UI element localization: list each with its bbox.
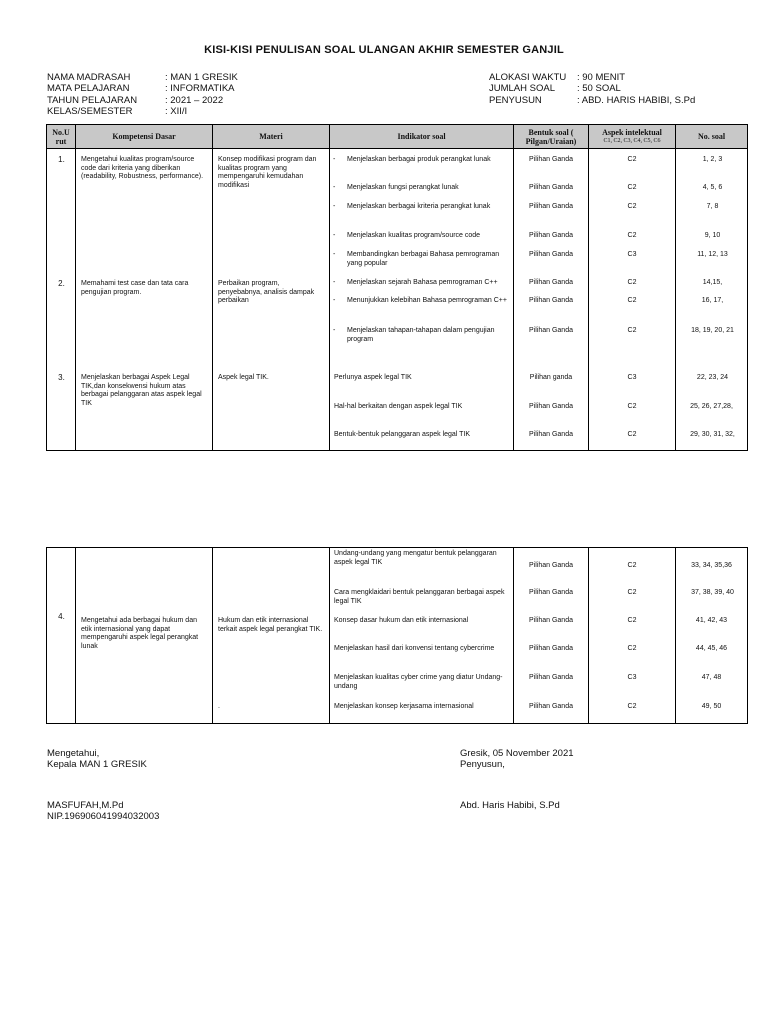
table-row — [47, 149, 748, 451]
aspek-text: C3 — [627, 674, 637, 681]
indikator-text: - Menjelaskan kualitas program/source code — [330, 232, 513, 241]
meta-value: : 50 SOAL — [577, 83, 621, 95]
nosoal-text: 37, 38, 39, 40 — [691, 589, 734, 596]
bentuk-text: Pilihan Ganda — [529, 156, 573, 163]
nosoal-text: 7, 8 — [706, 203, 719, 210]
aspek-text: C3 — [627, 374, 637, 381]
aspek-text: C2 — [627, 156, 637, 163]
nosoal-text: 18, 19, 20, 21 — [691, 327, 734, 334]
meta-value: : 2021 – 2022 — [165, 94, 224, 106]
kisi-kisi-table-continued — [46, 547, 748, 724]
indikator-text: Menjelaskan hasil dari konvensi tentang cybercrime — [334, 645, 495, 652]
meta-key: NAMA MADRASAH — [47, 72, 131, 83]
meta-key: KELAS/SEMESTER — [47, 105, 133, 117]
nosoal-text: 11, 12, 13 — [697, 251, 728, 258]
nosoal-text: 9, 10 — [704, 232, 721, 239]
row-number: 4. — [58, 612, 65, 621]
kompetensi-text: Mengetahui ada berbagai hukum dan etik internasional yang dapat mempengaruhi aspek legal perangkat lunak — [81, 617, 199, 650]
header-nosoal: No. soal — [676, 125, 748, 149]
aspek-text: C2 — [627, 645, 637, 652]
signature-left-line1: Mengetahui, — [47, 748, 100, 759]
bentuk-text: Pilihan Ganda — [529, 589, 573, 596]
indikator-text: Hal-hal berkaitan dengan aspek legal TIK — [334, 403, 463, 410]
nosoal-text: 49, 50 — [701, 703, 722, 710]
nosoal-text: 4, 5, 6 — [702, 184, 723, 191]
meta-value: : MAN 1 GRESIK — [165, 72, 238, 83]
bentuk-text: Pilihan Ganda — [529, 327, 573, 334]
indikator-text: - Membandingkan berbagai Bahasa pemrograman yang popular — [330, 251, 513, 268]
bentuk-text: Pilihan Ganda — [529, 251, 573, 258]
bentuk-text: Pilihan Ganda — [529, 232, 573, 239]
aspek-text: C3 — [627, 251, 637, 258]
bentuk-cell — [514, 548, 589, 724]
indikator-text: Menjelaskan konsep kerjasama internasional — [334, 703, 474, 710]
signature-left — [47, 748, 159, 822]
aspek-text: C2 — [627, 403, 637, 410]
header-bentuk: Bentuk soal ( Pilgan/Uraian) — [514, 125, 589, 149]
meta-value: : XII/I — [165, 105, 188, 117]
bentuk-text: Pilihan Ganda — [529, 403, 573, 410]
indikator-text: Menjelaskan kualitas cyber crime yang diatur Undang-undang — [334, 674, 503, 690]
aspek-text: C2 — [627, 703, 637, 710]
meta-value: : INFORMATIKA — [165, 83, 235, 95]
materi-cell — [213, 149, 330, 451]
nosoal-cell — [676, 149, 748, 451]
header-materi: Materi — [213, 125, 330, 149]
row-numbers — [47, 548, 76, 724]
kompetensi-cell — [76, 548, 213, 724]
nosoal-text: 1, 2, 3 — [702, 156, 723, 163]
indikator-cell — [330, 548, 514, 724]
materi-text: Perbaikan program, penyebabnya, analisis dampak perbaikan — [218, 280, 315, 305]
meta-key: PENYUSUN — [489, 94, 542, 106]
kompetensi-text: Menjelaskan berbagai Aspek Legal TIK,dan konsekwensi hukum atas berbagai pelanggaran atas aspek legal TIK — [81, 374, 202, 407]
nosoal-text: 29, 30, 31, 32, — [690, 431, 735, 438]
indikator-text: - Menjelaskan berbagai produk perangkat lunak — [330, 156, 513, 165]
indikator-text: - Menjelaskan sejarah Bahasa pemrograman C++ — [330, 279, 513, 288]
signature-right — [460, 748, 574, 811]
meta-key: JUMLAH SOAL — [489, 83, 555, 95]
table-row — [47, 548, 748, 724]
aspek-text: C2 — [627, 279, 637, 286]
row-numbers — [47, 149, 76, 451]
aspek-text: C2 — [627, 562, 637, 569]
header-indikator: Indikator soal — [330, 125, 514, 149]
nosoal-cell — [676, 548, 748, 724]
materi-text: Hukum dan etik internasional terkait aspek legal perangkat TIK. — [218, 617, 323, 633]
nosoal-text: 16, 17, — [701, 297, 724, 304]
row-number: 3. — [58, 373, 65, 382]
indikator-text: - Menjelaskan tahapan-tahapan dalam pengujian program — [330, 327, 513, 344]
nosoal-text: 41, 42, 43 — [695, 617, 728, 624]
bentuk-text: Pilihan Ganda — [529, 617, 573, 624]
bentuk-text: Pilihan Ganda — [529, 279, 573, 286]
indikator-text: Konsep dasar hukum dan etik internasional — [334, 617, 469, 624]
nosoal-text: 44, 45, 46 — [695, 645, 728, 652]
aspek-text: C2 — [627, 327, 637, 334]
aspek-cell — [589, 149, 676, 451]
signature-right-line2: Penyusun, — [460, 759, 505, 771]
signature-left-name: MASFUFAH,M.Pd — [47, 799, 124, 811]
signature-right-line1: Gresik, 05 November 2021 — [460, 748, 574, 759]
nosoal-text: 25, 26, 27,28, — [690, 403, 733, 410]
header-kompetensi: Kompetensi Dasar — [76, 125, 213, 149]
indikator-text: - Menunjukkan kelebihan Bahasa pemrograman C++ — [330, 297, 513, 306]
indikator-cell — [330, 149, 514, 451]
indikator-text: - Menjelaskan fungsi perangkat lunak — [330, 184, 513, 193]
indikator-text: - Menjelaskan berbagai kriteria perangkat lunak — [330, 203, 513, 212]
document-title: KISI-KISI PENULISAN SOAL ULANGAN AKHIR SEMESTER GANJIL — [204, 44, 564, 56]
signature-right-name: Abd. Haris Habibi, S.Pd — [460, 799, 560, 811]
bentuk-text: Pilihan Ganda — [529, 674, 573, 681]
bentuk-text: Pilihan Ganda — [529, 645, 573, 652]
materi-text: Konsep modifikasi program dan kualitas program yang mempengaruhi kemudahan modifikasi — [218, 156, 317, 189]
signature-left-nip: NIP.196906041994032003 — [47, 810, 160, 822]
nosoal-text: 33, 34, 35,36 — [691, 562, 732, 569]
aspek-text: C2 — [627, 431, 637, 438]
header-aspek-sub: C1, C2, C3, C4, C5, C6 — [603, 137, 661, 144]
aspek-text: C2 — [627, 589, 637, 596]
kompetensi-text: Mengetahui kualitas program/source code dari kriteria yang diberikan (readability, Robustness, performance). — [81, 156, 204, 181]
header-aspek — [589, 125, 676, 149]
row-number: 2. — [58, 279, 65, 288]
meta-key: MATA PELAJARAN — [47, 83, 130, 95]
aspek-text: C2 — [627, 203, 637, 210]
aspek-text: C2 — [627, 232, 637, 239]
aspek-cell — [589, 548, 676, 724]
meta-right — [489, 72, 695, 106]
bentuk-text: Pilihan Ganda — [529, 297, 573, 304]
header-aspek-label: Aspek intelektual — [602, 127, 662, 137]
kompetensi-cell — [76, 149, 213, 451]
meta-key: ALOKASI WAKTU — [489, 72, 567, 83]
meta-value: : 90 MENIT — [577, 72, 626, 83]
bentuk-cell — [514, 149, 589, 451]
bentuk-text: Pilihan Ganda — [529, 431, 573, 438]
indikator-text: Perlunya aspek legal TIK — [334, 374, 412, 381]
aspek-text: C2 — [627, 297, 637, 304]
meta-value: : ABD. HARIS HABIBI, S.Pd — [577, 94, 696, 106]
row-number: 1. — [58, 155, 65, 164]
bentuk-text: Pilihan Ganda — [529, 203, 573, 210]
kisi-kisi-table — [46, 124, 748, 451]
materi-text: Aspek legal TIK. — [218, 374, 269, 381]
kompetensi-text: Memahami test case dan tata cara pengujian program. — [81, 280, 189, 296]
materi-cell — [213, 548, 330, 724]
meta-key: TAHUN PELAJARAN — [47, 94, 138, 106]
aspek-text: C2 — [627, 184, 637, 191]
nosoal-text: 14,15, — [702, 279, 723, 286]
meta-left — [47, 72, 238, 117]
bentuk-text: Pilihan Ganda — [529, 703, 573, 710]
bentuk-text: Pilihan ganda — [529, 374, 573, 381]
bentuk-text: Pilihan Ganda — [529, 562, 573, 569]
indikator-text: Bentuk-bentuk pelanggaran aspek legal TIK — [334, 431, 471, 438]
nosoal-text: 22, 23, 24 — [696, 374, 729, 381]
signature-left-line2: Kepala MAN 1 GRESIK — [47, 759, 147, 771]
nosoal-text: 47, 48 — [701, 674, 722, 681]
indikator-text: Undang-undang yang mengatur bentuk pelanggaran aspek legal TIK — [334, 550, 497, 566]
header-no: No.U rut — [47, 125, 76, 149]
bentuk-text: Pilihan Ganda — [529, 184, 573, 191]
indikator-text: Cara mengklaidari bentuk pelanggaran berbagai aspek legal TIK — [334, 589, 505, 605]
aspek-text: C2 — [627, 617, 637, 624]
materi-text: . — [218, 703, 220, 710]
